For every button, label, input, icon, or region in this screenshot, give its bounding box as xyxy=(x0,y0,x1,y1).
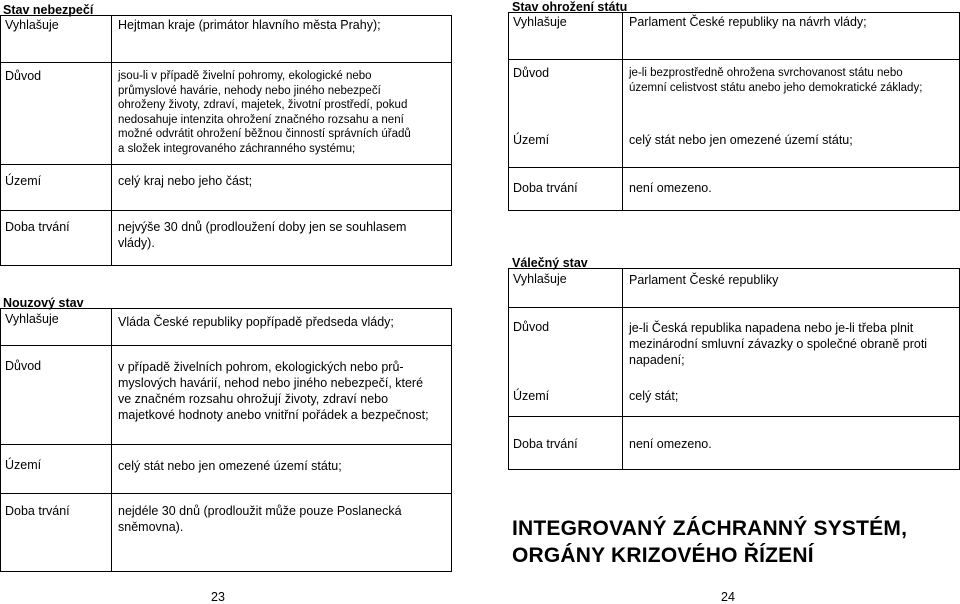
value-vyhlasuje: Parlament České republiky xyxy=(629,273,779,287)
chapter-headline: INTEGROVANÝ ZÁCHRANNÝ SYSTÉM, ORGÁNY KRIZOVÉHO ŘÍZENÍ xyxy=(512,517,908,567)
label-doba-trvani: Doba trvání xyxy=(513,181,578,195)
label-uzemi: Území xyxy=(513,389,550,403)
section-title-stav-nebezpeci: Stav nebezpečí xyxy=(3,3,94,17)
value-uzemi: celý stát nebo jen omezené území státu; xyxy=(118,459,342,473)
label-box xyxy=(0,210,112,266)
value-uzemi: celý kraj nebo jeho část; xyxy=(118,174,253,188)
value-box xyxy=(622,59,960,168)
label-duvod: Důvod xyxy=(513,66,550,80)
label-vyhlasuje: Vyhlašuje xyxy=(5,312,59,326)
value-doba-trvani: nejvýše 30 dnů (prodloužení doby jen se souhlasem vlády). xyxy=(118,220,407,250)
value-duvod: jsou-li v případě živelní pohromy, ekologické nebo průmyslové havárie, nehody nebo jiného nebezpečí ohroženy životy, zdraví, majetek, životní prostředí, pokud nedosahuje intenzita ohrožení značného rozsahu a není možné odvrátit ohrožení běžnou činností správních úřadů a složek integrovaného záchranného systému; xyxy=(118,70,411,155)
label-vyhlasuje: Vyhlašuje xyxy=(5,18,59,32)
value-vyhlasuje: Vláda České republiky popřípadě předseda vlády; xyxy=(118,315,394,329)
label-doba-trvani: Doba trvání xyxy=(5,504,70,518)
right-page xyxy=(508,0,960,604)
value-box xyxy=(622,416,960,470)
label-box xyxy=(0,444,112,494)
value-box xyxy=(111,444,452,494)
value-box xyxy=(111,308,452,346)
label-box xyxy=(508,12,623,60)
label-box xyxy=(508,167,623,211)
label-doba-trvani: Doba trvání xyxy=(513,437,578,451)
label-box xyxy=(0,15,112,63)
label-uzemi: Území xyxy=(513,133,550,147)
label-box xyxy=(0,308,112,346)
label-box xyxy=(0,493,112,572)
value-box xyxy=(622,167,960,211)
label-doba-trvani: Doba trvání xyxy=(5,220,70,234)
value-vyhlasuje: Parlament České republiky na návrh vlády; xyxy=(629,15,867,29)
value-duvod: je-li Česká republika napadena nebo je-li třeba plnit mezinárodní smluvní závazky o společné obraně proti napadení; xyxy=(629,321,928,367)
value-duvod: je-li bezprostředně ohrožena svrchovanost státu nebo územní celistvost státu anebo jeho demokratické základy; xyxy=(629,67,923,94)
value-vyhlasuje: Hejtman kraje (primátor hlavního města Prahy); xyxy=(118,18,381,32)
value-box xyxy=(111,15,452,63)
value-box xyxy=(622,307,960,417)
value-box xyxy=(111,345,452,445)
label-uzemi: Území xyxy=(5,458,42,472)
label-box xyxy=(508,268,623,308)
value-uzemi: celý stát; xyxy=(629,389,679,403)
label-vyhlasuje: Vyhlašuje xyxy=(513,272,567,286)
label-duvod: Důvod xyxy=(513,320,550,334)
section-title-valecny-stav: Válečný stav xyxy=(512,256,588,270)
label-box xyxy=(508,59,623,168)
page-number: 24 xyxy=(721,590,735,604)
label-duvod: Důvod xyxy=(5,359,42,373)
value-box xyxy=(111,62,452,165)
value-box xyxy=(111,164,452,211)
value-uzemi: celý stát nebo jen omezené území státu; xyxy=(629,133,853,147)
value-doba-trvani: není omezeno. xyxy=(629,181,712,195)
label-box xyxy=(508,416,623,470)
label-box xyxy=(0,345,112,445)
label-vyhlasuje: Vyhlašuje xyxy=(513,15,567,29)
value-duvod: v případě živelních pohrom, ekologických nebo prů- myslových havárií, nehod nebo jiného nebezpečí, které ve značném rozsahu ohrožují životy, zdraví nebo majetkové hodnoty anebo vnitřní pořádek a bezpečnost; xyxy=(118,360,429,422)
value-box xyxy=(622,12,960,60)
value-doba-trvani: není omezeno. xyxy=(629,437,712,451)
value-box xyxy=(111,210,452,266)
label-box xyxy=(0,164,112,211)
page-number: 23 xyxy=(211,590,225,604)
section-title-nouzovy-stav: Nouzový stav xyxy=(3,296,84,310)
value-box xyxy=(622,268,960,308)
left-page xyxy=(0,0,452,604)
value-box xyxy=(111,493,452,572)
value-doba-trvani: nejdéle 30 dnů (prodloužit může pouze Poslanecká sněmovna). xyxy=(118,504,402,534)
label-box xyxy=(0,62,112,165)
label-uzemi: Území xyxy=(5,174,42,188)
section-title-stav-ohrozeni-statu: Stav ohrožení státu xyxy=(512,0,628,14)
label-box xyxy=(508,307,623,417)
label-duvod: Důvod xyxy=(5,69,42,83)
